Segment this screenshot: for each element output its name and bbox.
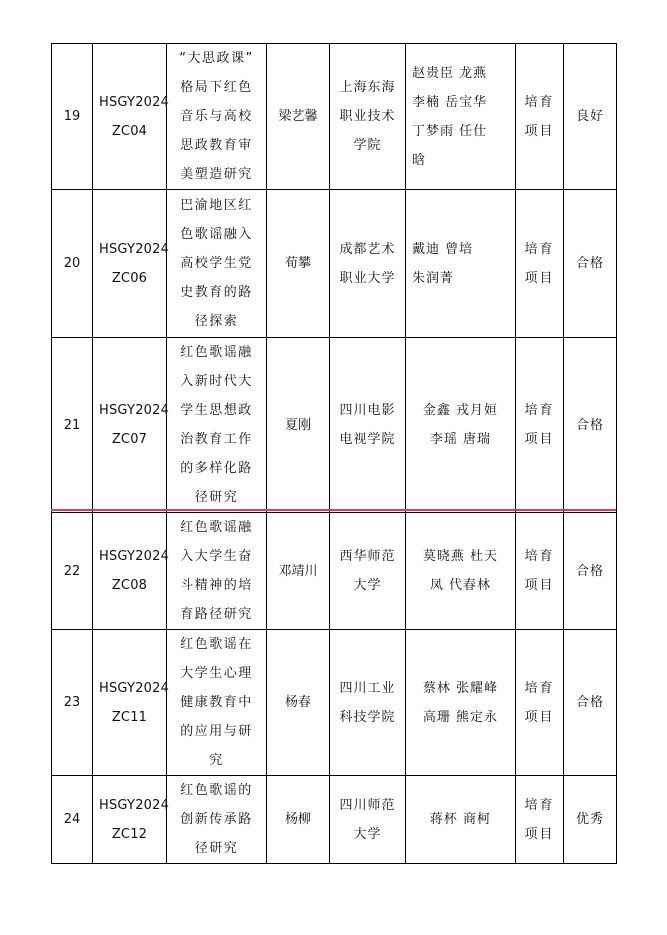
project-code (93, 630, 170, 776)
project-title-line: 径探索 (194, 314, 239, 329)
host-unit (330, 513, 406, 630)
project-host: 荀攀 (267, 190, 330, 338)
host-unit-line: 成都艺术 (339, 241, 396, 257)
row-number: 21 (52, 338, 93, 513)
team-members-line: 丁梦雨 任仕 (412, 123, 488, 139)
table-row (52, 776, 617, 864)
project-title-line: 色歌谣融入 (180, 227, 253, 242)
team-members-line: 晗 (412, 152, 427, 168)
project-type-line: 培育 (524, 94, 555, 110)
table-row (52, 338, 617, 513)
project-title-line: 径研究 (194, 490, 239, 505)
project-code (93, 776, 170, 864)
project-type (516, 513, 564, 630)
host-unit (330, 44, 406, 190)
project-code-line: ZC12 (111, 826, 148, 842)
project-code-line: HSGY2024 (99, 94, 170, 110)
team-members-line: 戴迪 曾培 (412, 241, 474, 257)
project-title-line: 红色歌谣融 (180, 520, 253, 535)
project-type-line: 项目 (524, 270, 555, 286)
host-unit-line: 四川电影 (339, 403, 396, 418)
project-title-line: 红色歌谣的 (180, 783, 253, 798)
project-type (516, 338, 564, 513)
host-unit-line: 职业大学 (339, 270, 396, 286)
table-row (52, 513, 617, 630)
project-code-line: ZC07 (111, 432, 148, 447)
host-unit (330, 776, 406, 864)
project-code-line: HSGY2024 (99, 403, 170, 418)
table-row (52, 44, 617, 190)
project-title-line: 红色歌谣在 (180, 637, 253, 652)
project-title-line: 径研究 (194, 841, 239, 856)
project-type-line: 培育 (524, 680, 555, 696)
project-title (167, 44, 267, 190)
evaluation-result: 合格 (564, 190, 617, 338)
project-title-line: 音乐与高校 (180, 109, 253, 124)
team-members-line: 李瑶 唐瑞 (429, 432, 492, 447)
project-title-line: 思政教育审 (180, 138, 253, 153)
project-code-line: HSGY2024 (99, 241, 170, 257)
project-code (93, 513, 170, 630)
project-code-line: ZC06 (111, 270, 148, 286)
project-code-line: ZC08 (111, 578, 148, 593)
project-type (516, 630, 564, 776)
team-members (406, 44, 516, 190)
project-type (516, 190, 564, 338)
project-host: 梁艺馨 (267, 44, 330, 190)
evaluation-result: 优秀 (564, 776, 617, 864)
team-members-line: 朱润菁 (412, 270, 455, 286)
row-number: 19 (52, 44, 93, 190)
project-title (167, 190, 267, 338)
team-members (406, 190, 516, 338)
project-title-line: 的多样化路 (180, 461, 253, 476)
project-code-line: HSGY2024 (99, 680, 170, 696)
host-unit-line: 四川师范 (339, 797, 396, 813)
evaluation-result: 良好 (564, 44, 617, 190)
project-code-line: HSGY2024 (99, 797, 170, 813)
project-type-line: 培育 (524, 549, 555, 564)
project-title-line: 育路径研究 (180, 607, 253, 622)
project-title-line: 红色歌谣融 (180, 345, 253, 360)
project-type-line: 项目 (524, 123, 555, 139)
row-number: 24 (52, 776, 93, 864)
host-unit-line: 学院 (353, 138, 382, 153)
project-type (516, 44, 564, 190)
project-title-line: 创新传承路 (180, 812, 253, 827)
project-title-line: 巴渝地区红 (180, 198, 253, 213)
red-divider-line (51, 509, 616, 511)
project-title (167, 776, 267, 864)
host-unit-line: 西华师范 (339, 549, 396, 564)
team-members-line: 高珊 熊定永 (422, 709, 499, 725)
project-title-line: 入新时代大 (180, 374, 253, 389)
project-title-line: 大学生心理 (180, 666, 253, 681)
host-unit (330, 190, 406, 338)
project-title-line: 美塑造研究 (180, 167, 253, 182)
host-unit (330, 338, 406, 513)
host-unit (330, 630, 406, 776)
project-type (516, 776, 564, 864)
host-unit-line: 电视学院 (339, 432, 396, 447)
project-title-line: 格局下红色 (180, 80, 253, 95)
project-type-line: 培育 (524, 403, 555, 418)
evaluation-result: 合格 (564, 513, 617, 630)
table-row (52, 190, 617, 338)
project-code-line: ZC04 (111, 123, 148, 139)
project-code-line: HSGY2024 (99, 549, 170, 564)
project-type-line: 项目 (524, 709, 555, 725)
host-unit-line: 上海东海 (339, 80, 396, 95)
table-body (52, 44, 617, 864)
project-host: 邓靖川 (267, 513, 330, 630)
project-table (51, 43, 617, 864)
row-number: 22 (52, 513, 93, 630)
host-unit-line: 大学 (353, 578, 382, 593)
project-title-line: 入大学生奋 (180, 549, 253, 564)
project-type-line: 项目 (524, 826, 555, 842)
project-code (93, 190, 170, 338)
project-title (167, 338, 267, 513)
project-title-line: 的应用与研 (180, 724, 253, 739)
project-type-line: 培育 (524, 241, 555, 257)
host-unit-line: 大学 (353, 826, 382, 842)
project-host: 杨柳 (267, 776, 330, 864)
team-members-line: 凤 代春林 (429, 578, 492, 593)
table-row (52, 630, 617, 776)
project-title-line: 斗精神的培 (180, 578, 253, 593)
project-title-line: 史教育的路 (180, 285, 253, 300)
evaluation-result: 合格 (564, 338, 617, 513)
team-members (406, 513, 516, 630)
project-title-line: 高校学生党 (180, 256, 253, 271)
team-members (406, 338, 516, 513)
project-title-line: 学生思想政 (180, 403, 253, 418)
project-title (167, 630, 267, 776)
project-host: 杨春 (267, 630, 330, 776)
project-title-line: 究 (209, 753, 224, 768)
project-code-line: ZC11 (111, 709, 148, 725)
team-members-line: 蔡林 张耀峰 (422, 680, 499, 696)
evaluation-result: 合格 (564, 630, 617, 776)
project-title (167, 513, 267, 630)
host-unit-line: 职业技术 (339, 109, 396, 124)
project-title-line: 健康教育中 (180, 695, 253, 710)
project-code (93, 44, 170, 190)
team-members-line: 金鑫 戎月姮 (422, 403, 499, 418)
project-title-line: “大思政课” (179, 51, 254, 66)
project-type-line: 项目 (524, 432, 555, 447)
host-unit-line: 科技学院 (339, 709, 396, 725)
team-members (406, 776, 516, 864)
project-host: 夏刚 (267, 338, 330, 513)
team-members-line: 赵贵臣 龙燕 (412, 65, 488, 81)
project-code (93, 338, 170, 513)
team-members-line: 蒋杯 商柯 (429, 812, 492, 827)
project-type-line: 培育 (524, 797, 555, 813)
team-members-line: 莫晓燕 杜天 (422, 549, 499, 564)
row-number: 23 (52, 630, 93, 776)
team-members (406, 630, 516, 776)
project-title-line: 治教育工作 (180, 432, 253, 447)
host-unit-line: 四川工业 (339, 680, 396, 696)
project-type-line: 项目 (524, 578, 555, 593)
row-number: 20 (52, 190, 93, 338)
team-members-line: 李楠 岳宝华 (412, 94, 488, 110)
